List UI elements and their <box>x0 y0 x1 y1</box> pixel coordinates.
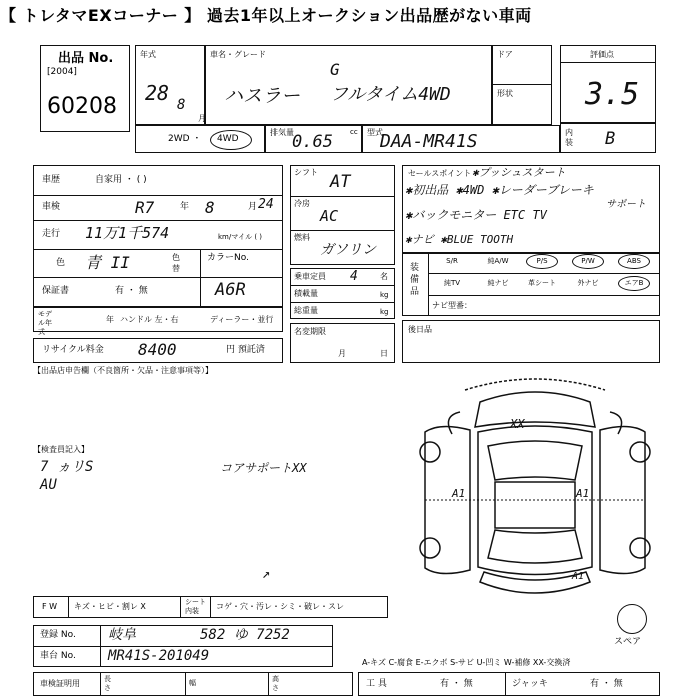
sales-points-label: セールスポイント <box>408 169 472 178</box>
wheel-rl <box>420 538 440 558</box>
color-label: 色 <box>56 258 66 268</box>
dealer-label: ディーラー・並行 <box>210 315 274 324</box>
load-label: 積載量 <box>294 289 318 298</box>
equipment-item: P/W <box>581 257 595 265</box>
chassis-label: 車台 No. <box>40 651 76 661</box>
fw-label: F W <box>42 602 58 611</box>
sales-line-4: ✱ナビ ✱BLUE TOOTH <box>405 233 514 246</box>
type-label: 型式 <box>367 128 383 137</box>
cert-length: 長さ <box>104 675 111 692</box>
lot-label: 出品 No. <box>58 51 114 66</box>
equipment-item: ABS <box>627 257 641 265</box>
displacement-label: 排気量 <box>270 128 294 137</box>
sales-line-2b: サポート <box>606 199 646 210</box>
reg-number: 582 ゆ 7252 <box>200 627 290 643</box>
damage-legend: A-キズ C-腐食 E-エクボ S-サビ U-凹ミ W-補修 XX-交換済 <box>362 658 571 667</box>
inspection-value: R7 <box>135 198 155 217</box>
jack-value: 有 ・ 無 <box>590 679 623 689</box>
bumper-top <box>465 379 605 390</box>
color-no-value: A6R <box>215 280 246 300</box>
type-value: DAA-MR41S <box>380 131 478 152</box>
page-banner: 【 トレタマEXコーナー 】 過去1年以上オークション出品歴がない車両 <box>0 6 532 25</box>
mark-right: A1 <box>576 487 590 500</box>
history-value: 自家用 ・ ( ) <box>95 175 147 185</box>
inspector-line-2: AU <box>40 477 57 493</box>
inspection-label: 車検 <box>42 202 61 212</box>
equipment-item: 革シート <box>528 279 556 287</box>
mileage-label: 走行 <box>42 229 61 239</box>
year-label: 年式 <box>140 50 156 59</box>
recycle-unit: 円 預託済 <box>226 345 265 355</box>
drive-2wd: 2WD ・ <box>168 134 202 144</box>
inspection-year-unit: 年 <box>180 202 190 212</box>
year-value: 28 <box>145 81 170 105</box>
ac-value: AC <box>320 207 339 225</box>
inspection-month-unit: 月 <box>248 202 258 212</box>
car-diagram <box>410 372 660 620</box>
name-change-day: 日 <box>380 349 388 358</box>
reg-region: 岐阜 <box>108 627 136 643</box>
car-rear-window <box>488 530 582 563</box>
recycle-label: リサイクル料金 <box>42 345 104 355</box>
spare-label: スペア <box>614 637 642 647</box>
equipment-circle <box>572 254 604 269</box>
car-roof <box>495 482 575 528</box>
interior-label: 内装 <box>565 128 573 147</box>
shift-label: シフト <box>294 168 318 177</box>
inspector-line-1: 7 ヵリS <box>40 459 94 475</box>
equipment-circle <box>618 276 650 291</box>
color-change: 色替 <box>172 253 180 273</box>
tools-label: 工 具 <box>366 679 387 689</box>
seller-notes-label: 【出品店申告欄（不良箇所・欠品・注意事項等）】 <box>33 366 213 375</box>
mileage-units: km/マイル ( ) <box>218 233 263 241</box>
sales-line-3: ✱バックモニター ETC TV <box>405 208 547 222</box>
fuel-value: ガソリン <box>320 242 376 258</box>
door-label: ドア <box>497 50 513 59</box>
displacement-unit: cc <box>350 128 358 136</box>
navi-model-label: ナビ型番： <box>432 301 472 310</box>
sales-line-1: ✱プッシュスタート <box>472 166 566 179</box>
load-unit: kg <box>380 291 389 299</box>
after-items-box <box>402 320 660 363</box>
after-items-label: 後日品 <box>408 325 432 334</box>
cert-height: 高さ <box>272 675 279 692</box>
equipment-item: S/R <box>446 257 458 265</box>
car-side-left <box>425 426 470 573</box>
stray-mark: ↗ <box>262 566 271 582</box>
equipment-circle <box>618 254 650 269</box>
grade-top: G <box>330 60 340 79</box>
ac-label: 冷房 <box>294 199 310 208</box>
inspection-month: 8 <box>205 198 215 217</box>
mark-top: XX <box>510 417 525 431</box>
interior-value: B <box>605 129 616 149</box>
warranty-value: 有 ・ 無 <box>115 286 148 296</box>
cert-width: 幅 <box>189 679 196 687</box>
model-year-unit: 年 <box>106 315 114 324</box>
mirror-left <box>448 412 460 434</box>
wheel-rr <box>630 538 650 558</box>
inspector-note: コアサポートXX <box>220 461 307 475</box>
name-change-label: 名変期限 <box>294 327 326 336</box>
wheel-fr <box>630 442 650 462</box>
name-change-month: 月 <box>338 349 346 358</box>
month-suffix: 月 <box>198 114 206 123</box>
model-name: ハスラー <box>224 85 301 107</box>
mileage-value: 11万1千574 <box>85 224 170 242</box>
equipment-item: 外ナビ <box>577 279 599 287</box>
warranty-label: 保証書 <box>42 286 70 296</box>
lot-number: 60208 <box>47 94 117 119</box>
inspection-day: 24 <box>258 197 274 212</box>
equipment-item: 純A/W <box>487 257 509 265</box>
equipment-item: 純TV <box>443 279 461 287</box>
spare-tire-icon <box>617 604 647 634</box>
recycle-value: 8400 <box>138 340 177 359</box>
capacity-label: 乗車定員 <box>294 272 326 281</box>
handle-label: ハンドル 左・右 <box>120 315 179 324</box>
equipment-item: P/S <box>536 257 548 265</box>
car-windshield <box>488 441 582 480</box>
name-label: 車名・グレード <box>210 50 266 59</box>
seat-label: シート内装 <box>185 598 206 615</box>
color-value: 青 II <box>85 253 130 272</box>
lot-year: [2004] <box>47 67 77 77</box>
mark-bottom-right: A1 <box>572 571 585 582</box>
fw-items: キズ・ヒビ・割レ X <box>74 602 146 611</box>
score-label: 評価点 <box>590 50 614 59</box>
wheel-fl <box>420 442 440 462</box>
shift-value: AT <box>330 172 351 192</box>
tools-value: 有 ・ 無 <box>440 679 473 689</box>
fuel-label: 燃料 <box>294 233 310 242</box>
score-value: 3.5 <box>585 77 640 112</box>
mark-left: A1 <box>452 487 466 500</box>
equipment-item: 純ナビ <box>487 279 509 287</box>
weight-label: 総重量 <box>294 306 318 315</box>
capacity-unit: 名 <box>380 272 388 281</box>
displacement-value: 0.65 <box>292 132 333 152</box>
equipment-label: 装備品 <box>410 263 420 297</box>
jack-label: ジャッキ <box>512 679 548 689</box>
weight-unit: kg <box>380 308 389 316</box>
month-value: 8 <box>177 97 186 113</box>
color-no-label: カラーNo. <box>207 253 249 263</box>
history-label: 車歴 <box>42 175 61 185</box>
shape-label: 形状 <box>497 89 513 98</box>
reg-label: 登録 No. <box>40 630 76 640</box>
car-front-outline <box>475 392 595 427</box>
mirror-right <box>610 412 622 434</box>
cert-label: 車検証明用 <box>40 679 80 688</box>
inspector-label: 【検査員記入】 <box>33 445 89 454</box>
equipment-item: エアB <box>624 279 644 287</box>
drive-4wd: 4WD <box>217 134 239 144</box>
chassis-value: MR41S-201049 <box>108 648 210 664</box>
equipment-circle <box>526 254 558 269</box>
model-year-label: モデル年式 <box>38 310 52 336</box>
capacity-value: 4 <box>350 269 358 284</box>
seat-items: コゲ・穴・汚レ・シミ・破レ・スレ <box>216 602 344 611</box>
grade-value: フルタイム4WD <box>330 84 451 105</box>
sales-line-2: ✱初出品 ✱4WD ✱レーダーブレーキ <box>405 183 594 197</box>
